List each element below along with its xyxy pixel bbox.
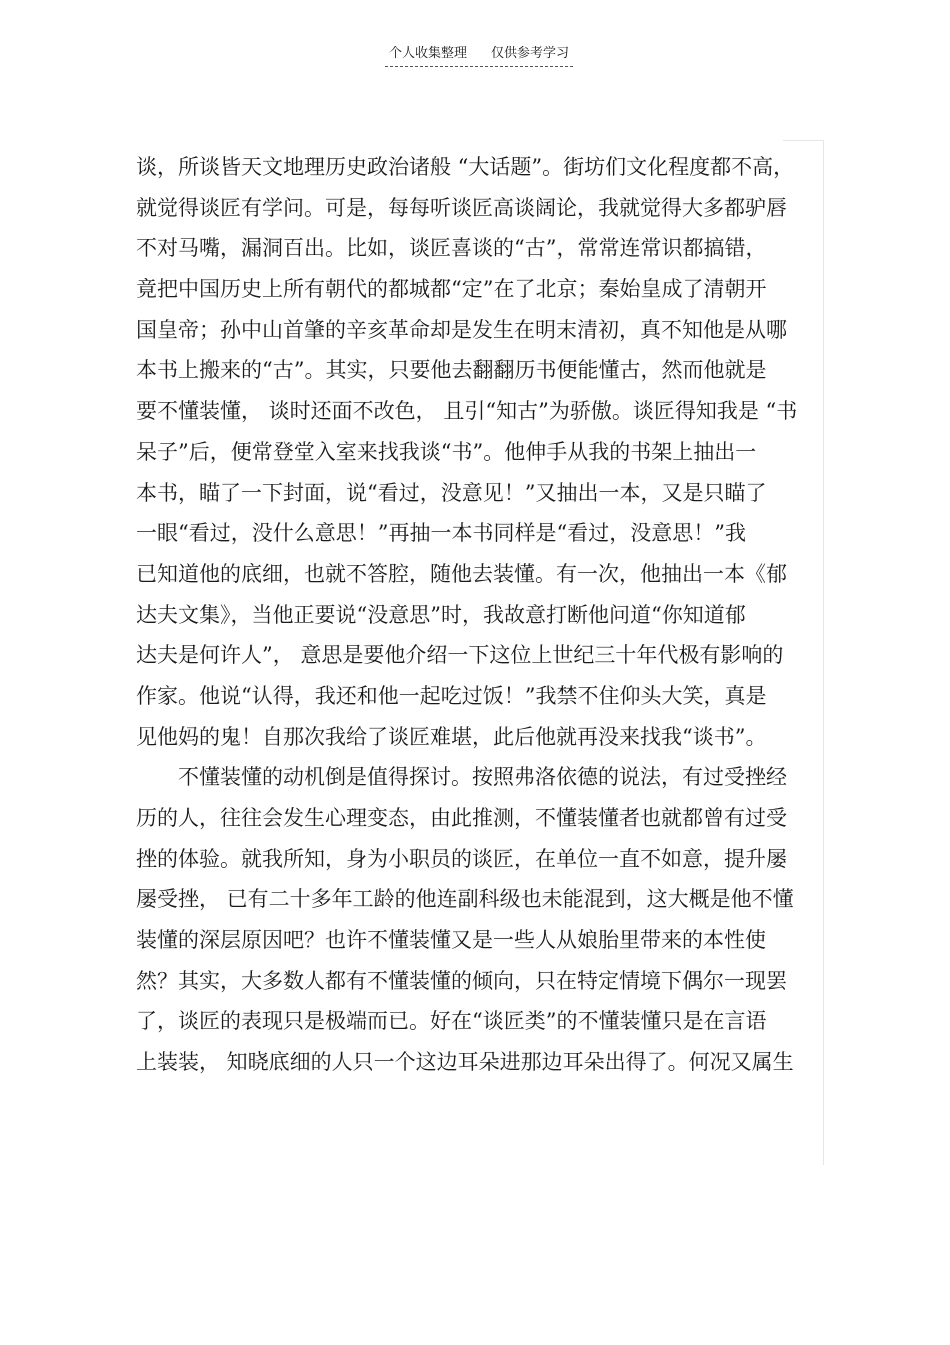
- text-line: 挫的体验。就我所知，身为小职员的谈匠，在单位一直不如意，提升屡: [136, 846, 787, 871]
- text-line: 作家。他说“认得，我还和他一起吃过饭！”我禁不住仰头大笑，真是: [136, 683, 767, 708]
- text-line: 本书，瞄了一下封面，说“看过，没意见！”又抽出一本，又是只瞄了: [136, 480, 767, 505]
- text-line: 就觉得谈匠有学问。可是，每每听谈匠高谈阔论，我就觉得大多都驴唇: [136, 195, 787, 220]
- text-line: 历的人，往往会发生心理变态，由此推测，不懂装懂者也就都曾有过受: [136, 806, 787, 830]
- text-line: 谈，所谈皆天文地理历史政治诸般 “大话题”。街坊们文化程度都不高，: [136, 155, 795, 179]
- paragraph-start-line: 不懂装懂的动机倒是值得探讨。按照弗洛依德的说法，有过受挫经: [178, 765, 787, 790]
- text-line: 不对马嘴，漏洞百出。比如，谈匠喜谈的“古”，常常连常识都搞错，: [136, 236, 767, 261]
- header-left-text: 个人收集整理: [388, 46, 467, 61]
- text-line: 达夫文集》，当他正要说“没意思”时，我故意打断他问道“你知道郁: [136, 602, 746, 627]
- text-line: 本书上搬来的“古”。其实，只要他去翻翻历书便能懂古，然而他就是: [136, 358, 767, 383]
- text-line: 竟把中国历史上所有朝代的都城都“定”在了北京；秦始皇成了清朝开: [136, 277, 767, 302]
- page-header: [385, 44, 573, 67]
- text-line: 达夫是何许人”， 意思是要他介绍一下这位上世纪三十年代极有影响的: [136, 643, 784, 668]
- text-line: 装懂的深层原因吧？也许不懂装懂又是一些人从娘胎里带来的本性使: [136, 928, 766, 953]
- frame-top-edge: [783, 140, 823, 141]
- text-line: 上装装， 知晓底细的人只一个这边耳朵进那边耳朵出得了。何况又属生: [136, 1050, 794, 1075]
- text-line: 然？其实，大多数人都有不懂装懂的倾向，只在特定情境下偶尔一现罢: [136, 968, 787, 993]
- text-line: 已知道他的底细，也就不答腔，随他去装懂。有一次，他抽出一本《郁: [136, 561, 787, 586]
- text-line: 了，谈匠的表现只是极端而已。好在“谈匠类”的不懂装懂只是在言语: [136, 1009, 767, 1034]
- text-line: 屡受挫， 已有二十多年工龄的他连副科级也未能混到，这大概是他不懂: [136, 887, 794, 912]
- text-line: 见他妈的鬼！自那次我给了谈匠难堪，此后他就再没来找我“谈书”。: [136, 724, 767, 749]
- text-line: 国皇帝；孙中山首肇的辛亥革命却是发生在明末清初，真不知他是从哪: [136, 317, 787, 342]
- body-text: [136, 147, 826, 1083]
- text-line: 呆子”后，便常登堂入室来找我谈“书”。他伸手从我的书架上抽出一: [136, 439, 757, 464]
- text-line: 要不懂装懂， 谈时还面不改色， 且引“知古”为骄傲。谈匠得知我是 “书: [136, 399, 798, 424]
- header-right-text: 仅供参考学习: [491, 46, 570, 61]
- text-line: 一眼“看过，没什么意思！”再抽一本书同样是“看过，没意思！”我: [136, 521, 746, 546]
